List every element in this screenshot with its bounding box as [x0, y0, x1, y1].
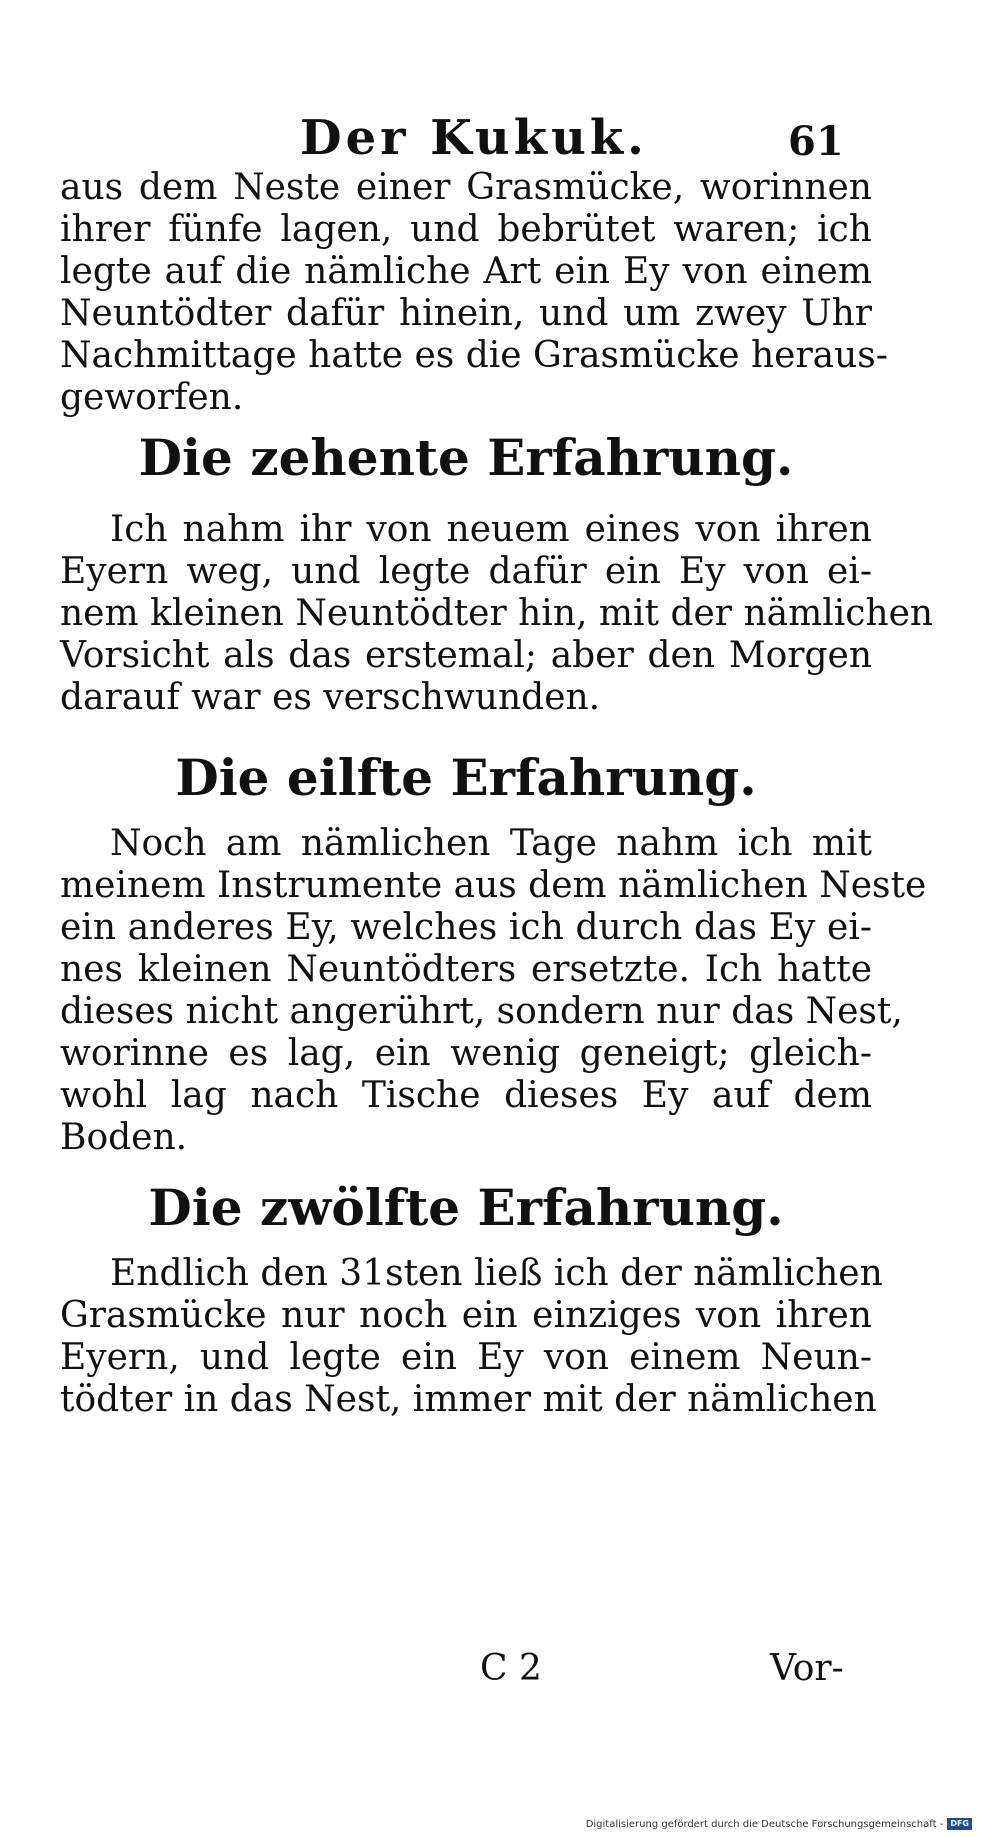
credit-text: Digitalisierung gefördert durch die Deutsche Forschungsgemeinschaft - [585, 1818, 944, 1830]
text-line: Neuntödter dafür hinein, und um zwey Uhr [60, 293, 872, 334]
running-title: Der Kukuk. [300, 110, 648, 166]
text-line: darauf war es verschwunden. [60, 677, 601, 718]
text-line: ihrer fünfe lagen, und bebrütet waren; ich [60, 209, 872, 250]
digitization-credit [586, 1818, 972, 1830]
text-line: Endlich den 31sten ließ ich der nämlichen [110, 1253, 883, 1294]
text-line: Vorsicht als das erstemal; aber den Morgen [60, 635, 872, 676]
section-heading: Die zwölfte Erfahrung. [148, 1178, 784, 1237]
text-line: Grasmücke nur noch ein einziges von ihren [60, 1295, 872, 1336]
text-line: Eyern weg, und legte dafür ein Ey von ei- [60, 551, 872, 592]
text-line: legte auf die nämliche Art ein Ey von einem [60, 251, 872, 292]
text-line: ein anderes Ey, welches ich durch das Ey ei- [60, 907, 872, 948]
text-line: wohl lag nach Tische dieses Ey auf dem [60, 1075, 872, 1116]
text-line: aus dem Neste einer Grasmücke, worinnen [60, 167, 872, 208]
text-line: Ich nahm ihr von neuem eines von ihren [110, 509, 872, 550]
signature-mark: C 2 [480, 1648, 542, 1689]
text-line: nes kleinen Neuntödters ersetzte. Ich hatte [60, 949, 872, 990]
section-heading: Die eilfte Erfahrung. [175, 748, 757, 807]
text-line: worinne es lag, ein wenig geneigt; gleich- [60, 1033, 872, 1074]
text-line: Nachmittage hatte es die Grasmücke heraus- [60, 335, 888, 376]
text-line: meinem Instrumente aus dem nämlichen Neste [60, 865, 927, 906]
section-heading: Die zehente Erfahrung. [138, 428, 794, 487]
dfg-logo-icon: DFG [947, 1818, 972, 1830]
page-number: 61 [788, 118, 844, 165]
text-line: Boden. [60, 1117, 188, 1158]
text-line: tödter in das Nest, immer mit der nämlichen [60, 1379, 877, 1420]
text-line: Noch am nämlichen Tage nahm ich mit [110, 823, 872, 864]
text-line: nem kleinen Neuntödter hin, mit der nämlichen [60, 593, 934, 634]
text-line: dieses nicht angerührt, sondern nur das Nest, [60, 991, 903, 1032]
text-line: geworfen. [60, 377, 244, 418]
text-line: Eyern, und legte ein Ey von einem Neun- [60, 1337, 872, 1378]
catchword: Vor- [770, 1648, 844, 1689]
